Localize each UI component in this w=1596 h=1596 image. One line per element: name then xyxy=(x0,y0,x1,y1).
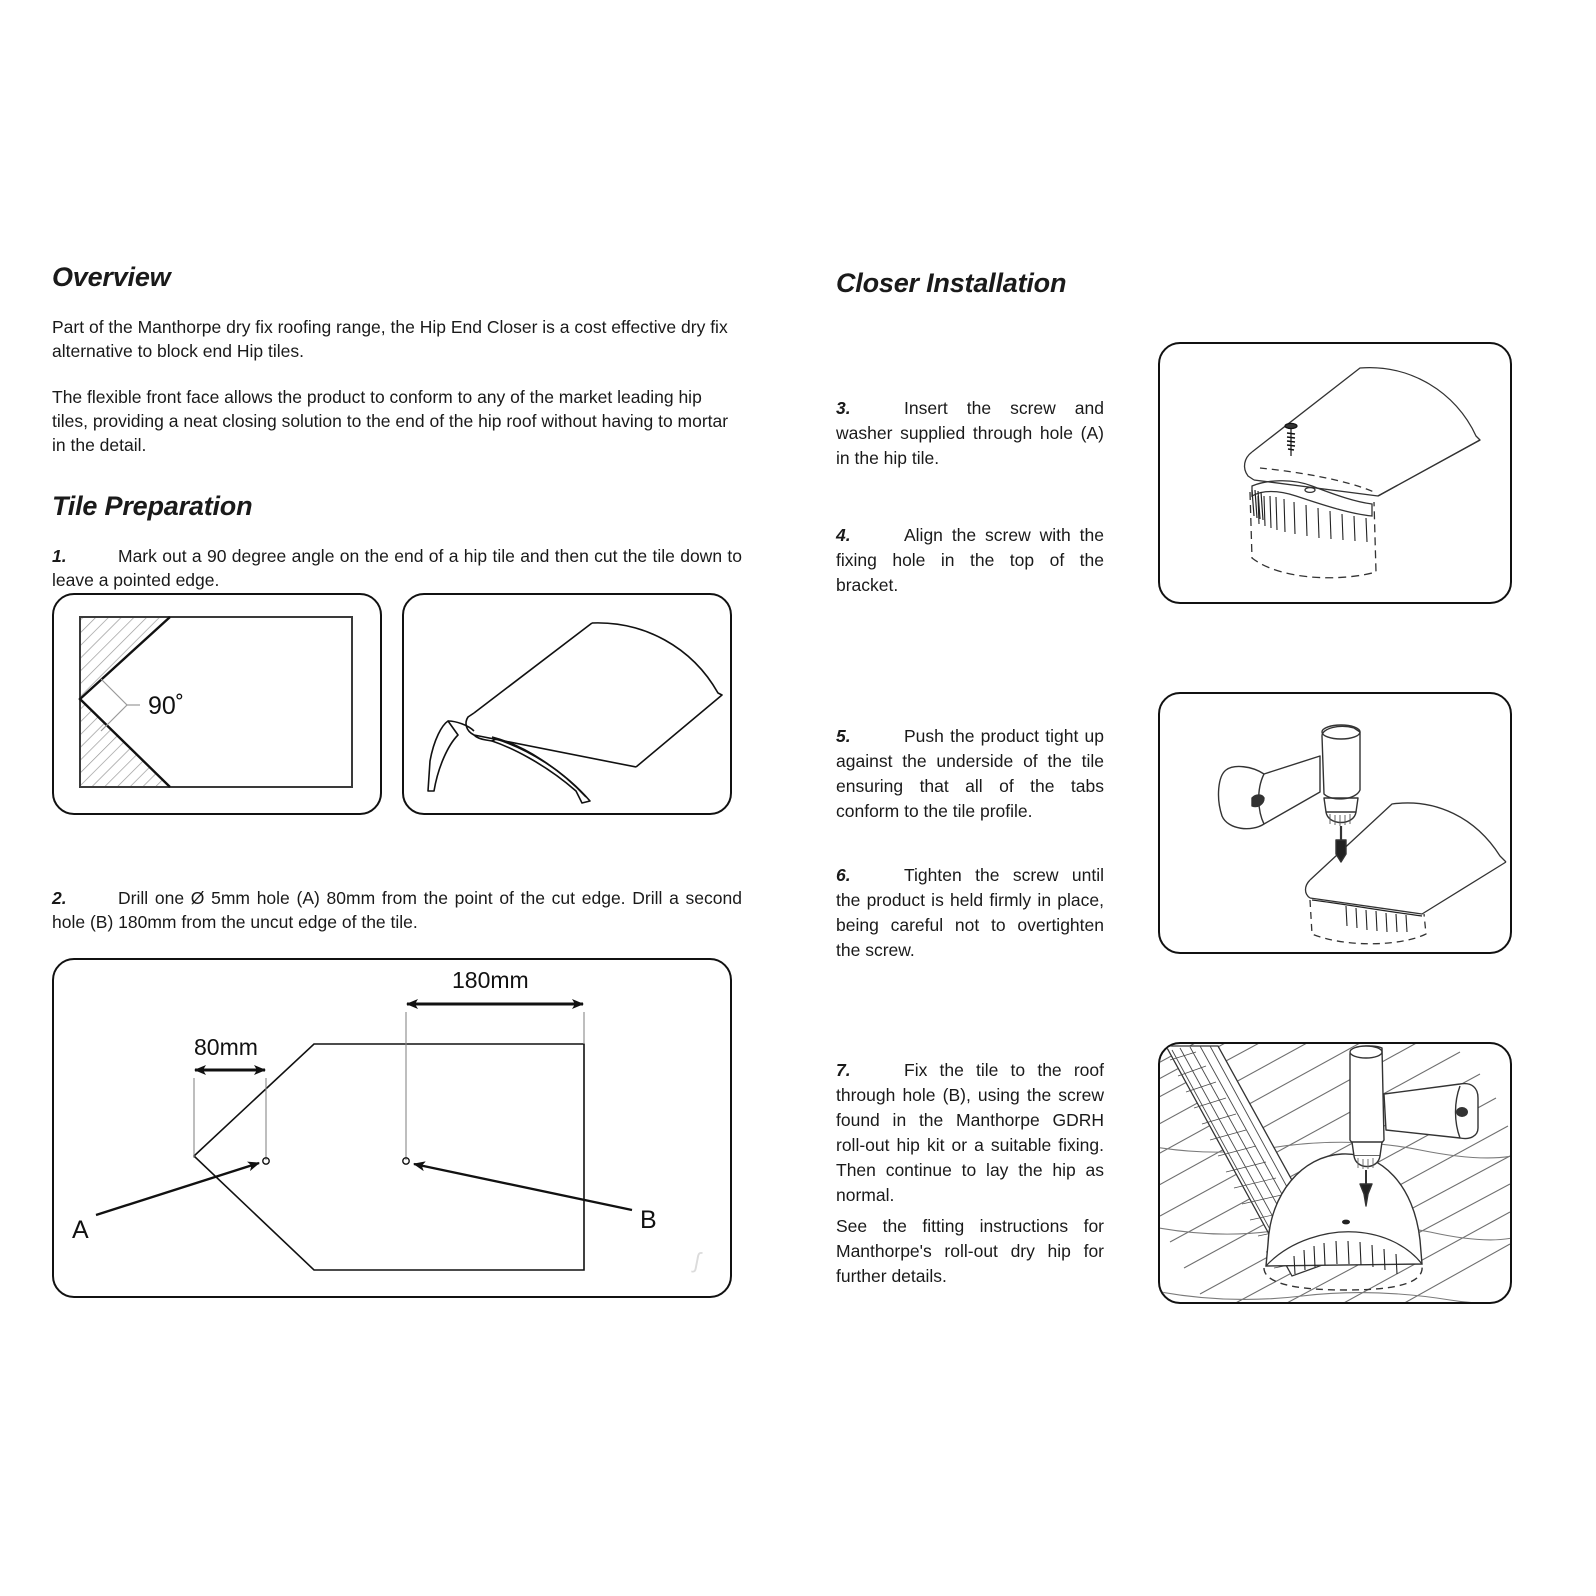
step-4-number: 4. xyxy=(836,524,851,545)
installation-step-3 xyxy=(836,396,1104,471)
left-column xyxy=(52,262,742,592)
figure-dimension-diagram xyxy=(52,958,732,1298)
step-2-number: 2. xyxy=(52,888,67,908)
tile-preparation-heading: Tile Preparation xyxy=(52,491,253,521)
step-4-text: Align the screw with the fixing hole in the top of the bracket. xyxy=(836,524,1104,595)
insert-screw-svg xyxy=(1160,344,1510,602)
step-5-number: 5. xyxy=(836,725,851,746)
drill-icon xyxy=(1219,725,1360,862)
tile-prep-step-2 xyxy=(52,886,742,934)
screw-icon xyxy=(1285,423,1297,456)
leader-line-b xyxy=(414,1164,632,1210)
figure-insert-screw xyxy=(1158,342,1512,604)
installation-note: See the fitting instructions for Manthorpe's roll-out dry hip for further details. xyxy=(836,1215,1104,1286)
step-3-number: 3. xyxy=(836,397,851,418)
figure-cut-tile xyxy=(402,593,732,815)
hole-b-label: B xyxy=(640,1206,657,1234)
figure-angle-diagram xyxy=(52,593,382,815)
installation-step-7 xyxy=(836,1058,1104,1208)
tile-plan-outline xyxy=(194,1044,584,1270)
installation-step-5 xyxy=(836,724,1104,824)
step-7-text: Fix the tile to the roof through hole (B), using the screw found in the Manthorpe GDRH roll-out hip kit or a suitable fixing. Then continue to lay the hip as normal. xyxy=(836,1059,1104,1205)
dimension-label-180: 180mm xyxy=(452,967,529,993)
hole-b-on-roof xyxy=(1342,1220,1350,1225)
overview-heading: Overview xyxy=(52,262,171,292)
hip-tile-top xyxy=(1252,368,1480,496)
figure-roof-installation xyxy=(1158,1042,1512,1304)
cut-piece-left xyxy=(428,721,458,791)
overview-paragraph-1: Part of the Manthorpe dry fix roofing range, the Hip End Closer is a cost effective dry fix alternative to block end Hip tiles. xyxy=(52,317,728,361)
closer-installation-heading: Closer Installation xyxy=(836,268,1067,298)
installation-step-4 xyxy=(836,523,1104,598)
closer-tabs xyxy=(1258,496,1367,542)
closer-bracket-skirt xyxy=(1250,492,1376,578)
hole-a-label: A xyxy=(72,1216,89,1244)
figure-drill-tighten xyxy=(1158,692,1512,954)
step-1-number: 1. xyxy=(52,546,67,566)
step-2-text: Drill one Ø 5mm hole (A) 80mm from the point of the cut edge. Drill a second hole (B) 180mm from the uncut edge of the tile. xyxy=(52,888,742,932)
cut-tile-svg xyxy=(404,595,730,813)
bracket-fixing-hole xyxy=(1305,488,1315,493)
step-5-text: Push the product tight up against the underside of the tile ensuring that all of the tabs conform to the tile profile. xyxy=(836,725,1104,821)
angle-label: 90˚ xyxy=(148,692,185,720)
overview-paragraph-2: The flexible front face allows the product to conform to any of the market leading hip tiles, providing a neat closing solution to the end of the hip roof without having to mortar in the detail. xyxy=(52,387,729,455)
tile-prep-step-1 xyxy=(52,544,742,592)
dimension-diagram-svg xyxy=(54,960,730,1296)
dimension-label-80: 80mm xyxy=(194,1034,258,1060)
drill-tighten-svg xyxy=(1160,694,1510,952)
roof-installation-svg xyxy=(1160,1044,1510,1302)
step-6-number: 6. xyxy=(836,864,851,885)
step-6-text: Tighten the screw until the product is held firmly in place, being careful not to overtighten the screw. xyxy=(836,864,1104,960)
leader-line-a xyxy=(96,1163,259,1215)
angle-diagram-svg xyxy=(54,595,380,813)
installation-step-6 xyxy=(836,863,1104,963)
step-3-text: Insert the screw and washer supplied through hole (A) in the hip tile. xyxy=(836,397,1104,468)
tile-top-ridge xyxy=(592,623,722,767)
corner-watermark: ʃ xyxy=(694,1248,701,1273)
step-7-number: 7. xyxy=(836,1059,851,1080)
step-1-text: Mark out a 90 degree angle on the end of a hip tile and then cut the tile down to leave a pointed edge. xyxy=(52,546,742,590)
